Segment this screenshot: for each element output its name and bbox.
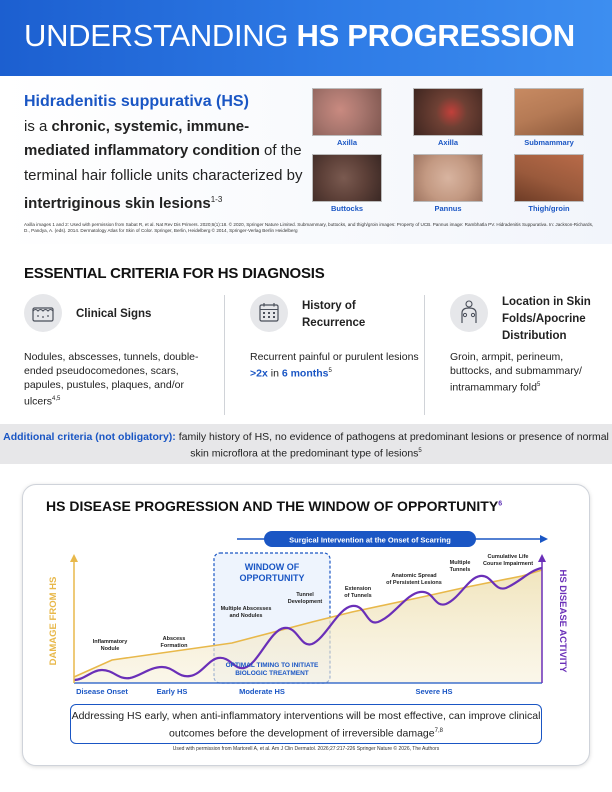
event-label: Anatomic Spread — [391, 573, 437, 579]
criteria-body — [450, 350, 595, 395]
column-divider — [424, 295, 425, 415]
event-label: Nodule — [100, 646, 120, 652]
criteria-location — [450, 292, 600, 420]
criteria-heading: Location in Skin Folds/Apocrine Distribution — [502, 296, 591, 342]
thumbnail-axilla-2 — [413, 88, 483, 147]
stage-label-severe: Severe HS — [415, 687, 453, 696]
criteria-heading: History of Recurrence — [302, 300, 366, 329]
intro-bold-condition: chronic, systemic, immune-mediated inflammatory condition — [24, 117, 260, 159]
additional-criteria — [0, 424, 612, 464]
stage-label-early: Early HS — [156, 687, 188, 696]
criteria-clinical-signs — [24, 292, 214, 420]
lesion-image — [413, 88, 483, 136]
image-permission-note: Axilla images 1 and 2: Used with permission from Sabat R, et al. Nat Rev Dis Primers. 2020;6(1):18. © 2020, Springer Nature Limited. Submammary, buttocks, and thigh/groin images: Property of UCB. Pannus image: Rambhatla PV. Hidradenitis Suppurativa. In: Jackson-Richards, D., Pandya, A. (eds). 2014. Dermatology Atlas for Skin of Color. Springer, Berlin, Heidelberg © 2014, Springer-Verlag Berlin Heidelberg — [24, 222, 594, 233]
stage-label-moderate: Moderate HS — [239, 687, 285, 696]
event-label: of Persistent Lesions — [386, 580, 442, 586]
criteria-ref: 4,5 — [52, 396, 61, 402]
thumbnail-caption: Pannus — [434, 204, 462, 213]
calendar-icon — [250, 294, 288, 332]
thumbnail-caption: Thigh/groin — [528, 204, 570, 213]
thumbnail-thigh-groin — [514, 154, 584, 213]
event-label: Course Impairment — [482, 561, 534, 567]
thumbnail-pannus — [413, 154, 483, 213]
thumbnail-caption: Axilla — [336, 138, 357, 147]
progression-title-ref: 6 — [498, 500, 503, 508]
summary-ref: 7,8 — [434, 728, 443, 734]
intro-line2-prefix: is a — [24, 117, 52, 135]
window-title-1: WINDOW OF — [244, 562, 300, 572]
event-label: Multiple Abscesses — [220, 606, 272, 612]
criteria-body — [24, 350, 209, 409]
thumbnail-caption: Axilla — [437, 138, 458, 147]
criteria-body — [250, 350, 435, 381]
title-light-part: UNDERSTANDING — [24, 18, 297, 53]
intro-text — [24, 90, 304, 217]
event-label: Extension — [344, 586, 372, 592]
highlight-period: 6 months — [281, 367, 329, 380]
highlight-frequency: >2x — [250, 367, 268, 380]
event-label: Development — [287, 599, 323, 605]
additional-ref: 5 — [418, 448, 422, 454]
criteria-body-mid: in — [267, 367, 282, 380]
lesion-image — [413, 154, 483, 202]
y-axis-right-arrow — [538, 554, 546, 562]
event-label: Tunnel — [296, 592, 314, 598]
summary-text: Addressing HS early, when anti-inflammatory interventions will be most effective, can improve clinical outcomes before the development of irreversible damage — [71, 710, 541, 740]
disease-name: Hidradenitis suppurativa (HS) — [24, 93, 249, 110]
y-axis-right-label: HS DISEASE ACTIVITY — [557, 569, 568, 673]
criteria-ref: 5 — [536, 382, 541, 388]
criteria-body-text: Groin, armpit, perineum, buttocks, and submammary/ intramammary fold — [450, 351, 582, 394]
event-label: Multiple — [449, 560, 471, 566]
event-label: Cumulative Life — [487, 554, 529, 560]
y-axis-left-arrow — [70, 554, 78, 562]
event-label: Abscess — [162, 636, 186, 642]
window-title-2: OPPORTUNITY — [239, 573, 305, 583]
progression-title — [46, 498, 502, 514]
surgical-banner-label: Surgical Intervention at the Onset of Scarring — [289, 535, 451, 545]
thumbnail-caption: Submammary — [524, 138, 574, 147]
page-title — [24, 18, 575, 54]
thumbnail-submammary — [514, 88, 584, 147]
intro-bold-lesions: intertriginous skin lesions — [24, 195, 211, 212]
lesion-image — [514, 88, 584, 136]
additional-lead: Additional criteria (not obligatory): — [3, 431, 176, 443]
criteria-ref: 5 — [328, 368, 332, 374]
thumbnail-buttocks — [312, 154, 382, 213]
event-label: Formation — [160, 643, 188, 649]
intro-line3: of the terminal hair follicle units characterized by — [24, 142, 303, 184]
event-label: of Tunnels — [344, 593, 372, 599]
lesion-image — [312, 88, 382, 136]
progression-diagram — [22, 520, 590, 702]
lesion-image — [514, 154, 584, 202]
stage-label-onset: Disease Onset — [76, 687, 128, 696]
title-bold-part: HS PROGRESSION — [296, 18, 575, 53]
lesion-image — [312, 154, 382, 202]
progression-title-text: HS DISEASE PROGRESSION AND THE WINDOW OF OPPORTUNITY — [46, 498, 499, 514]
criteria-heading: Clinical Signs — [76, 308, 152, 320]
thumbnail-axilla-1 — [312, 88, 382, 147]
intro-ref: 1-3 — [210, 195, 223, 204]
progression-summary — [70, 704, 542, 744]
header-banner — [0, 0, 612, 76]
event-label: and Nodules — [229, 613, 263, 619]
event-label: Inflammatory — [92, 639, 128, 645]
additional-text: family history of HS, no evidence of pathogens at predominant lesions or presence of normal skin microflora at the predominant type of lesions — [175, 431, 609, 460]
criteria-body-text: Nodules, abscesses, tunnels, double-ended pseudocomedones, scars, papules, pustules, plaques, and/or ulcers — [24, 351, 199, 408]
y-axis-left-label: DAMAGE FROM HS — [48, 576, 59, 666]
surgical-arrowhead — [540, 535, 548, 543]
criteria-history — [250, 292, 440, 420]
event-label: Tunnels — [449, 567, 471, 573]
thumbnail-caption: Buttocks — [330, 204, 364, 213]
optimal-timing-1: OPTIMAL TIMING TO INITIATE — [225, 662, 319, 669]
criteria-title: ESSENTIAL CRITERIA FOR HS DIAGNOSIS — [24, 265, 325, 282]
column-divider — [224, 295, 225, 415]
skin-layers-icon — [24, 294, 62, 332]
body-location-icon — [450, 294, 488, 332]
criteria-body-text: Recurrent painful or purulent lesions — [250, 351, 419, 363]
optimal-timing-2: BIOLOGIC TREATMENT — [235, 670, 309, 677]
progression-citation: Used with permission from Martorell A, et al. Am J Clin Dermatol. 2026;27:217-226 Springer Nature © 2026, The Authors — [172, 746, 440, 752]
